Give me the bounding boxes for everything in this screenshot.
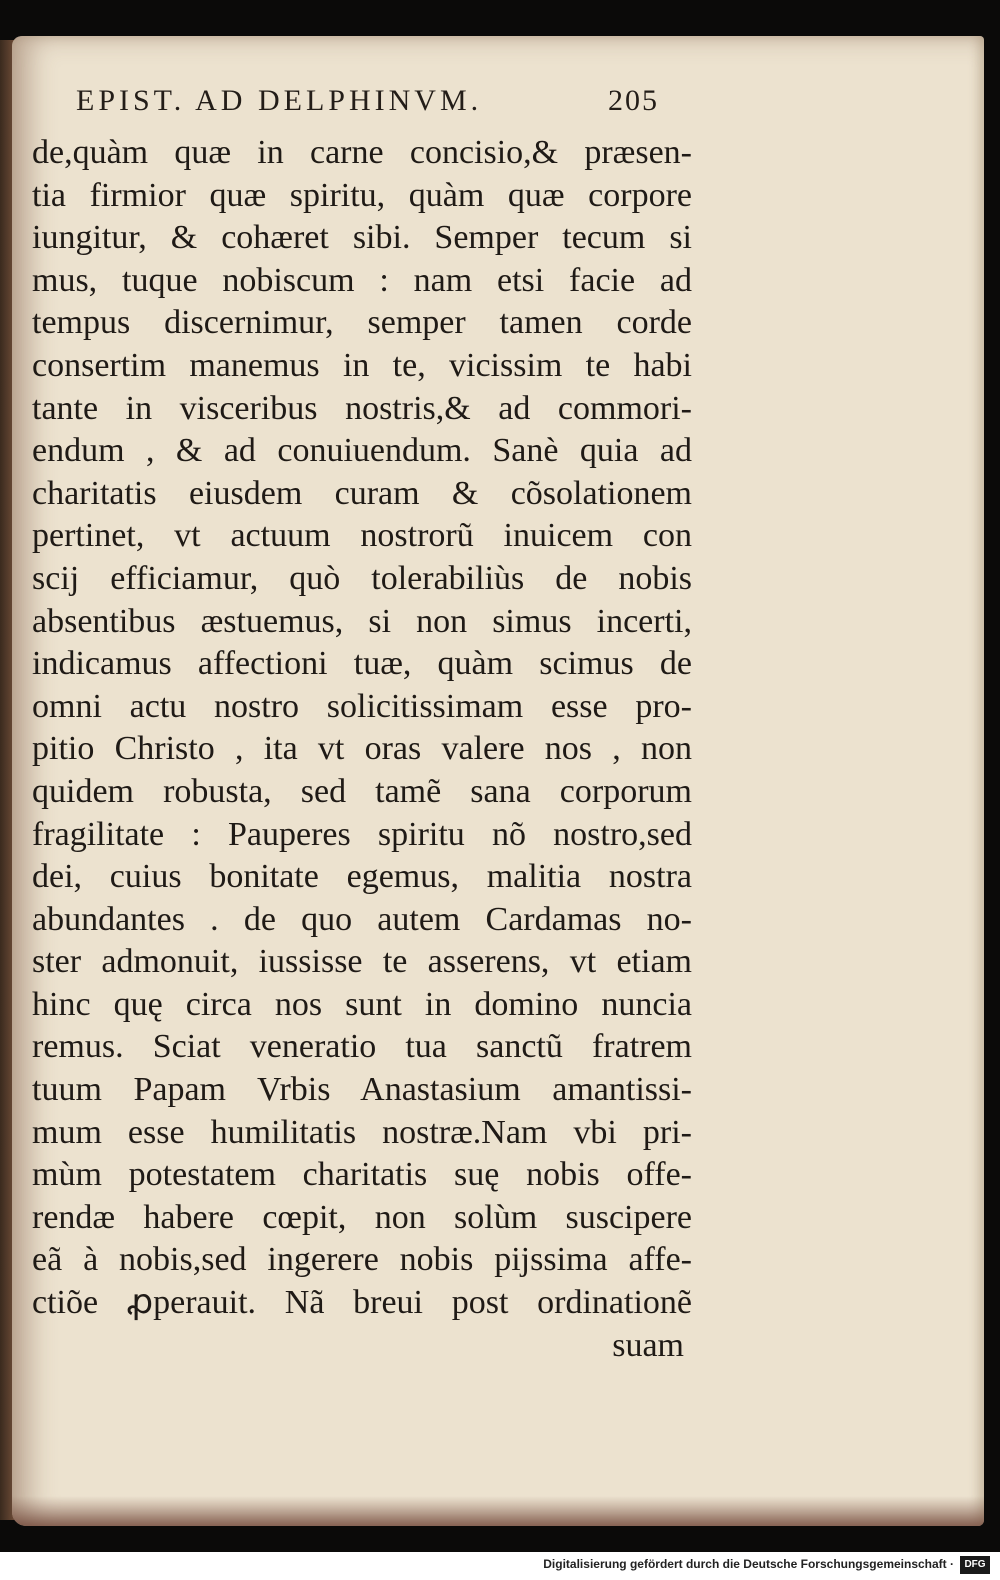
text-line: remus. Sciat veneratio tua sanctũ fratrem [32, 1028, 692, 1066]
text-line: omni actu nostro solicitissimam esse pro- [32, 687, 692, 725]
text-line: tuum Papam Vrbis Anastasium amantissi- [32, 1071, 692, 1109]
text-line: pertinet, vt actuum nostrorũ inuicem con [32, 517, 692, 555]
text-line: hinc quę circa nos sunt in domino nuncia [32, 985, 692, 1023]
text-line: dei, cuius bonitate egemus, malitia nostra [32, 858, 692, 896]
text-line: tante in visceribus nostris,& ad commori- [32, 389, 692, 427]
text-line: consertim manemus in te, vicissim te habi [32, 346, 692, 384]
text-line: endum , & ad conuiuendum. Sanè quia ad [32, 432, 692, 470]
dfg-logo-icon: DFG [960, 1556, 990, 1574]
page-number: 205 [608, 84, 659, 117]
text-line: de,quàm quæ in carne concisio,& præsen- [32, 134, 692, 171]
text-line: scij efficiamur, quò tolerabiliùs de nobis [32, 559, 692, 597]
text-line: mum esse humilitatis nostræ.Nam vbi pri- [32, 1113, 692, 1151]
text-line: absentibus æstuemus, si non simus incerti, [32, 602, 692, 640]
text-line: mùm potestatem charitatis suę nobis offe- [32, 1156, 692, 1194]
text-line: indicamus affectioni tuæ, quàm scimus de [32, 645, 692, 683]
latin-text-body [32, 132, 692, 1367]
text-line: eã à nobis,sed ingerere nobis pijssima affe- [32, 1241, 692, 1279]
footer-bar [0, 1552, 1000, 1580]
text-line: fragilitate : Pauperes spiritu nõ nostro,sed [32, 815, 692, 853]
text-line: abundantes . de quo autem Cardamas no- [32, 900, 692, 938]
text-line: ster admonuit, iussisse te asserens, vt etiam [32, 943, 692, 981]
funding-credit: Digitalisierung gefördert durch die Deutsche Forschungsgemeinschaft · [543, 1557, 954, 1571]
catchword: suam [612, 1326, 684, 1364]
text-line: rendæ habere cœpit, non solùm suscipere [32, 1198, 692, 1236]
page-bottom-shadow [12, 1496, 984, 1526]
text-line: ctiõe ꝓperauit. Nã breui post ordinationẽ [32, 1284, 692, 1322]
running-head: EPIST. AD DELPHINVM. [76, 84, 483, 117]
text-line: iungitur, & cohæret sibi. Semper tecum si [32, 219, 692, 257]
text-line: charitatis eiusdem curam & cõsolationem [32, 474, 692, 512]
text-line: tempus discernimur, semper tamen corde [32, 304, 692, 342]
text-line: quidem robusta, sed tamẽ sana corporum [32, 772, 692, 810]
text-line: tia firmior quæ spiritu, quàm quæ corpore [32, 176, 692, 214]
text-line: pitio Christo , ita vt oras valere nos , non [32, 730, 692, 768]
text-line: mus, tuque nobiscum : nam etsi facie ad [32, 261, 692, 299]
